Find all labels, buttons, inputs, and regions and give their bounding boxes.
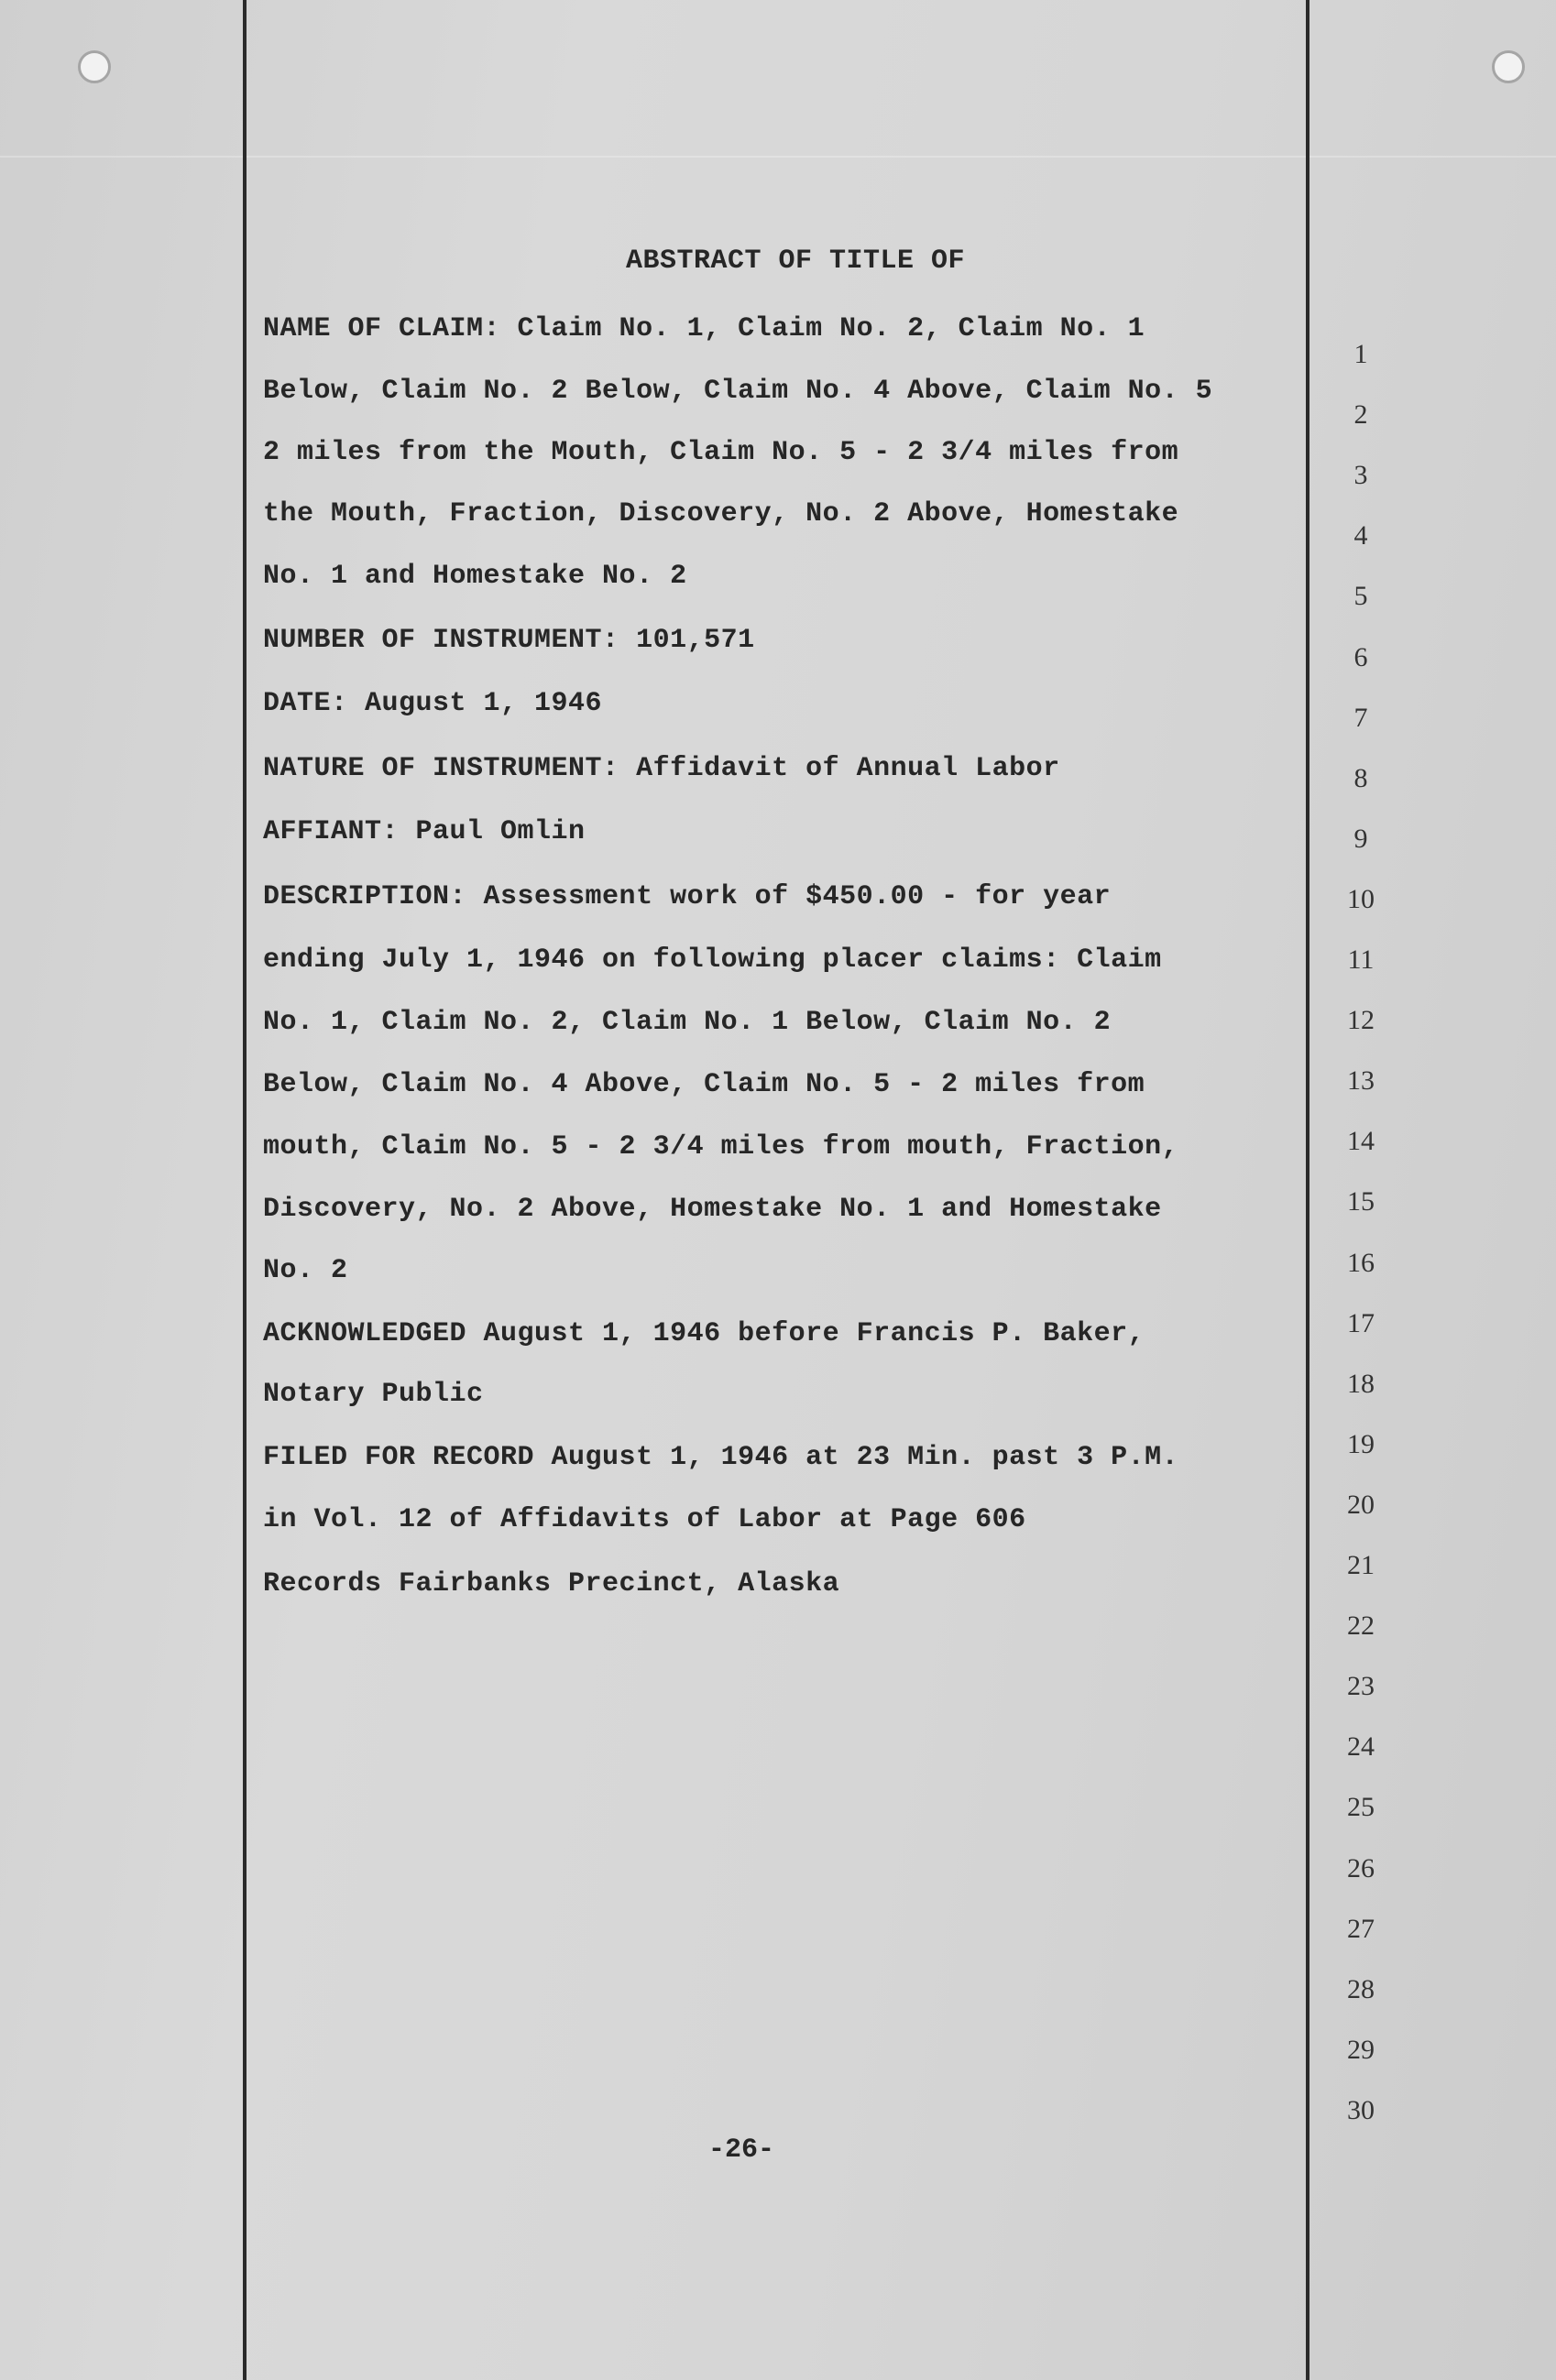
line-number: 30 [1347,2094,1375,2125]
text-line: ending July 1, 1946 on following placer claims: Claim [263,944,1162,976]
line-number: 11 [1347,944,1375,975]
text-line: FILED FOR RECORD August 1, 1946 at 23 Min. past 3 P.M. [263,1442,1179,1473]
punch-hole-right [1492,50,1525,83]
line-number: 26 [1347,1852,1375,1883]
line-number: 2 [1353,399,1368,431]
line-number: 15 [1347,1186,1375,1217]
line-number: 17 [1347,1307,1375,1338]
text-line: AFFIANT: Paul Omlin [263,816,586,847]
left-margin-rule [243,0,247,2380]
line-number: 5 [1353,581,1368,612]
line-number: 29 [1347,2034,1375,2065]
text-line: in Vol. 12 of Affidavits of Labor at Page 606 [263,1504,1026,1535]
line-number: 20 [1347,1489,1375,1520]
line-number: 28 [1347,1973,1375,2004]
paper-crease [0,156,1556,158]
line-number: 4 [1353,520,1368,551]
punch-hole-left [78,50,111,83]
document-title: ABSTRACT OF TITLE OF [626,246,966,277]
line-number: 27 [1347,1913,1375,1944]
line-number: 18 [1347,1368,1375,1399]
line-number: 7 [1353,702,1368,733]
line-number: 23 [1347,1671,1375,1702]
text-line: NAME OF CLAIM: Claim No. 1, Claim No. 2, Claim No. 1 [263,313,1145,344]
line-number: 10 [1347,883,1375,914]
line-number: 6 [1353,641,1368,672]
line-number: 19 [1347,1428,1375,1459]
text-line: 2 miles from the Mouth, Claim No. 5 - 2 3/4 miles from [263,437,1179,468]
line-number: 12 [1347,1005,1375,1036]
text-line: Records Fairbanks Precinct, Alaska [263,1568,840,1599]
line-number: 9 [1353,823,1368,854]
line-number: 25 [1347,1792,1375,1823]
line-number: 8 [1353,762,1368,793]
text-line: NATURE OF INSTRUMENT: Affidavit of Annual Labor [263,753,1060,784]
text-line: No. 2 [263,1255,348,1286]
page-number: -26- [708,2134,775,2166]
line-number: 3 [1353,460,1368,491]
line-number: 13 [1347,1065,1375,1097]
line-number: 22 [1347,1610,1375,1642]
text-line: Notary Public [263,1379,484,1410]
text-line: Below, Claim No. 2 Below, Claim No. 4 Above, Claim No. 5 [263,376,1213,407]
text-line: NUMBER OF INSTRUMENT: 101,571 [263,625,755,656]
text-line: DATE: August 1, 1946 [263,688,603,719]
right-margin-rule [1306,0,1309,2380]
line-number: 14 [1347,1126,1375,1157]
text-line: Discovery, No. 2 Above, Homestake No. 1 and Homestake [263,1194,1162,1225]
line-number: 16 [1347,1247,1375,1278]
text-line: Below, Claim No. 4 Above, Claim No. 5 - 2 miles from [263,1069,1145,1100]
text-line: No. 1, Claim No. 2, Claim No. 1 Below, Claim No. 2 [263,1007,1112,1038]
text-line: the Mouth, Fraction, Discovery, No. 2 Above, Homestake [263,498,1179,529]
line-number: 21 [1347,1550,1375,1580]
text-line: ACKNOWLEDGED August 1, 1946 before Francis P. Baker, [263,1318,1145,1349]
text-line: DESCRIPTION: Assessment work of $450.00 - for year [263,881,1112,912]
line-number: 24 [1347,1731,1375,1763]
line-number: 1 [1353,339,1368,369]
text-line: No. 1 and Homestake No. 2 [263,561,687,592]
text-line: mouth, Claim No. 5 - 2 3/4 miles from mouth, Fraction, [263,1131,1179,1163]
